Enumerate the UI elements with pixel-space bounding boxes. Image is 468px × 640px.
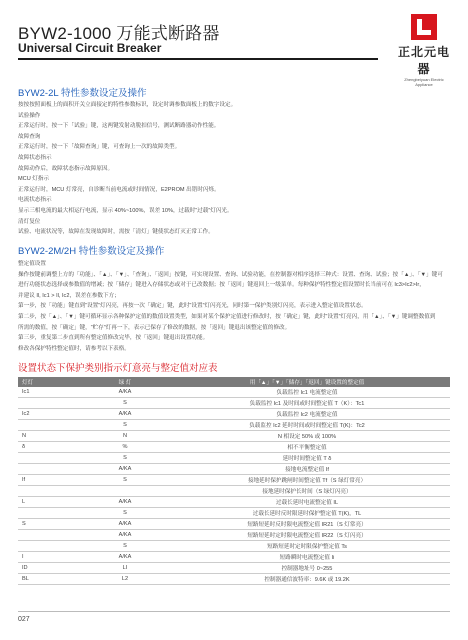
table-row [18,508,450,519]
section-body-2l [18,100,450,238]
table-cell: 过载长延时电流整定值 IL [164,497,450,508]
table-row [18,541,450,552]
table-cell: A/KA [86,497,164,508]
text-line: 整定值设置 [18,261,46,267]
table-cell: A/KA [86,519,164,530]
table-heading: 设置状态下保护类别指示灯意亮与整定值对应表 [18,363,218,374]
table-cell: 接地电流整定值 If [164,464,450,475]
table-row [18,486,450,497]
table-cell [18,486,86,497]
table-cell: 短路短延时定时限电流整定值 IR22（S 灯闪亮） [164,530,450,541]
table-cell: A/KA [86,552,164,563]
table-row [18,453,450,464]
table-cell: 接地延时保护长时间（S 绿灯闪亮） [164,486,450,497]
table-cell: 负载监控 Ic1 及时间或时间整定值 T（K）：Tc1 [164,398,450,409]
column-header: 绿 灯 [86,377,164,387]
section-heading-2l: BYW2-2L 特性参数设定及操作 [18,88,147,99]
table-row [18,398,450,409]
table-cell: 负载监控 Ic2 延时时间或时间整定值 T(K)：Tc2 [164,420,450,431]
text-line: 进行功能状态选择或参数值的增减；按「储存」键进入存储状态或对于已改数据；按「返回」键返回上一级菜单。每种保护特性整定值设置时长当前可在 Ic3>Ic2>Ir， [18,282,425,289]
table-cell: S [86,541,164,552]
table-cell: A/KA [86,387,164,398]
text-line: 按按按照面板上的面积开关立面接定的特性参数标识，设定时调参数面板上的数字设定。 [18,102,237,108]
text-line: 修改各保护特性整定值时，请参考以下表格。 [18,345,130,352]
table-row [18,387,450,398]
table-cell: 接地延时保护跳闸时间整定值 Tf（S 绿灯常亮） [164,475,450,486]
page-title: BYW2-1000 万能式断路器 [18,24,220,43]
table-cell: 控制器通信波特率：9.6K 或 19.2K [164,574,450,585]
table-cell: N [86,431,164,442]
table-cell: L [18,497,86,508]
table-cell: 短路短延时定时限保护整定值 Ts [164,541,450,552]
page-subtitle: Universal Circuit Breaker [18,41,162,55]
table-cell: 负载监控 Ic1 电流整定值 [164,387,450,398]
table-cell: 控制器地址号 0~255 [164,563,450,574]
table-row [18,464,450,475]
table-cell: N 相设定 50% 或 100% [164,431,450,442]
table-cell: ID [18,563,86,574]
table-cell: S [86,508,164,519]
table-cell: LI [86,563,164,574]
table-cell: 延时时间整定值 T δ [164,453,450,464]
page-number: 027 [18,616,30,623]
table-cell: Ic1 [18,387,86,398]
table-cell: S [86,420,164,431]
table-cell: 过载长延时反时限延时保护整定值 T(K)，TL [164,508,450,519]
table-cell [18,464,86,475]
section-heading-2m2h: BYW2-2M/2H 特性参数设定及操作 [18,246,165,257]
table-cell: 短路瞬时电流整定值 Ii [164,552,450,563]
table-row [18,530,450,541]
section-body-2m2h [18,259,450,354]
table-cell: A/KA [86,464,164,475]
table-row [18,563,450,574]
text-line: 第二步，按「▲」、「▼」键可循环显示各种保护定值的数值设置类型，如果对某个保护定值进行修改时，按「确定」键，此时“设置”灯亮闪，用「▲」、「▼」键调整数值到 [18,313,436,320]
table-cell: Ic2 [18,409,86,420]
text-line: 故障动作后，故障状态指示故障原因。 [18,165,114,172]
text-line: 故障状态指示 [18,154,52,161]
table-cell [18,541,86,552]
table-cell [18,508,86,519]
table-cell [18,398,86,409]
text-line: 正常运行时，MCU 灯常亮，自诊断当前电流或时间情况，E2PROM 出错时闪烁。 [18,186,220,193]
text-line: MCU 灯指示 [18,176,50,183]
logo-icon [411,14,437,40]
table-cell: S [86,398,164,409]
text-line: 显示三相电流的最大相运行电流，显示 40%~100%，误差 10%，过载时“过载”灯闪光。 [18,207,233,214]
table-row [18,497,450,508]
table-cell: L2 [86,574,164,585]
text-line: 试验操作 [18,112,41,119]
table-cell [18,420,86,431]
table-cell: 负载监控 Ic2 电流整定值 [164,409,450,420]
text-line: 清灯复位 [18,218,41,225]
text-line: 电流状态指示 [18,197,52,204]
table-header-row [18,377,450,387]
table-row [18,409,450,420]
text-line: 所需的数值，按「确定」键，“贮存”灯再一下，表示已保存了修改的数据，按「返回」键退出该整定值的修改。 [18,324,291,331]
table-cell: 短路短延时反时限电流整定值 IR21（S 灯常亮） [164,519,450,530]
brand-name: 正北元电器 [397,45,450,76]
table-cell: N [18,431,86,442]
table-cell: S [86,453,164,464]
table-row [18,574,450,585]
text-line: 并建议 Il, Ic1 > Il, Ic2，误差在参数下方； [18,292,120,299]
table-row [18,442,450,453]
table-row [18,552,450,563]
table-row [18,519,450,530]
table-cell: A/KA [86,409,164,420]
table-cell [18,453,86,464]
text-line: 正常运行时，按一下「故障查询」键，可查询上一次的故障类型。 [18,144,181,151]
text-line: 第一步，按「功能」键直到“设置”灯闪亮，再按一次「确定」键，此时“设置”灯闪亮光，同时第一保护类别灯闪亮，表示进入整定值设置状态。 [18,303,367,310]
table-cell: If [18,475,86,486]
table-cell: BL [18,574,86,585]
footer-rule [18,611,450,612]
table-cell: % [86,442,164,453]
brand-logo [395,14,453,87]
settings-table [18,377,450,585]
table-row [18,431,450,442]
text-line: 正常运行时，按一下「试验」键，这两键发射动脱扣信号，测试断路器动作性能。 [18,123,220,130]
table-row [18,420,450,431]
table-cell: I [18,552,86,563]
table-cell: δ [18,442,86,453]
table-cell [86,486,164,497]
table-cell: A/KA [86,530,164,541]
column-header: 用「▲」「▼」「储存」「返回」键设置的整定值 [164,377,450,387]
table-row [18,475,450,486]
brand-subtitle: Zhengbeiyuan Electric Appliance [404,77,444,87]
column-header: 灯灯 [18,377,86,387]
table-cell: 相不平衡整定值 [164,442,450,453]
text-line: 第三步，重复第二步直到所有整定值修改完毕，按「返回」键退出设置功能。 [18,335,209,342]
table-cell: S [86,475,164,486]
table-cell [18,530,86,541]
text-line: 试验、电流状况等，故障在发现故障时，需按「清灯」键使状态灯灭正常工作。 [18,229,214,236]
title-rule [18,58,378,60]
text-line: 操作按键前调整上方的「功能」、「▲」、「▼」、「查询」、「返回」按键，可实现设置、查询、试验功能，在控制器对相序选择三种式：设置、查询、试验；按「▲」、「▼」键可 [18,271,443,278]
table-cell: S [18,519,86,530]
text-line: 故障查询 [18,133,41,140]
